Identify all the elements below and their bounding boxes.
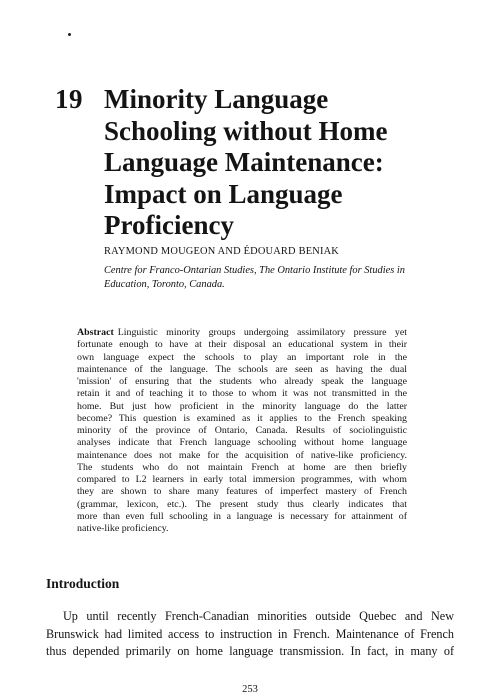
body-line: Up until recently French-Canadian minorities outside Quebec and New bbox=[63, 609, 454, 623]
chapter-title-line: Impact on Language bbox=[104, 178, 343, 209]
abstract-line: minority of the province of Ontario, Canada. Results of sociolinguistic bbox=[77, 425, 407, 436]
page-mark bbox=[68, 33, 71, 36]
body-text bbox=[46, 608, 454, 661]
chapter-title-line: Schooling without Home bbox=[104, 115, 388, 146]
chapter-title-line: Language Maintenance: bbox=[104, 147, 384, 177]
body-line: Brunswick had limited access to instruction in French. Maintenance of French bbox=[46, 626, 454, 641]
abstract-label: Abstract bbox=[77, 327, 114, 338]
affiliation-line: Centre for Franco-Ontarian Studies, The Ontario Institute for Studies in bbox=[104, 265, 405, 276]
abstract-line: maintenance of the language. The schools are seen as having the dual bbox=[77, 363, 407, 375]
abstract-line: The students who do not maintain French at home are then briefly bbox=[77, 461, 407, 473]
abstract-line bbox=[77, 327, 407, 339]
chapter-title-line: Minority Language bbox=[104, 84, 329, 114]
abstract-line: own language expect the schools to play an important role in the bbox=[77, 351, 407, 363]
abstract-line: fortunate enough to have at their disposal an educational system in their bbox=[77, 339, 407, 351]
abstract-line: compared to L2 learners in early total immersion programmes, with whom bbox=[77, 474, 407, 485]
abstract-line: more than even full schooling in a language is necessary for attainment of bbox=[77, 510, 407, 522]
page-number: 253 bbox=[242, 684, 258, 695]
abstract-line: analyses indicate that French language schooling without home language bbox=[77, 437, 407, 449]
abstract-line: home. But just how proficient in the minority language do the latter bbox=[77, 400, 407, 412]
abstract-line: (grammar, lexicon, etc.). The present study thus clearly indicates that bbox=[77, 498, 407, 510]
abstract-line: retain it and of teaching it to those to whom it was not transmitted in the bbox=[77, 388, 407, 400]
abstract bbox=[77, 327, 407, 535]
chapter-title-line: Proficiency bbox=[104, 210, 234, 240]
chapter-number: 19 bbox=[55, 84, 83, 114]
section-heading: Introduction bbox=[46, 576, 120, 591]
chapter-title bbox=[104, 84, 456, 242]
author-names: RAYMOND MOUGEON AND ÉDOUARD BENIAK bbox=[104, 246, 340, 257]
abstract-line-text: Linguistic minority groups undergoing assimilatory pressure yet bbox=[117, 327, 407, 338]
body-line: thus depended primarily on home language transmission. In fact, in many of bbox=[46, 644, 454, 658]
abstract-line: native-like proficiency. bbox=[77, 523, 169, 534]
abstract-line: they are shown to share many features of imperfect mastery of French bbox=[77, 486, 407, 498]
abstract-line: 'mission' of ensuring that the students who already speak the language bbox=[77, 376, 407, 387]
affiliation-line: Education, Toronto, Canada. bbox=[104, 278, 225, 290]
author-affiliation bbox=[104, 264, 444, 291]
abstract-line: maintenance does not make for the acquisition of native-like proficiency. bbox=[77, 449, 407, 461]
abstract-line: become? This question is examined as it applies to the French speaking bbox=[77, 412, 407, 424]
